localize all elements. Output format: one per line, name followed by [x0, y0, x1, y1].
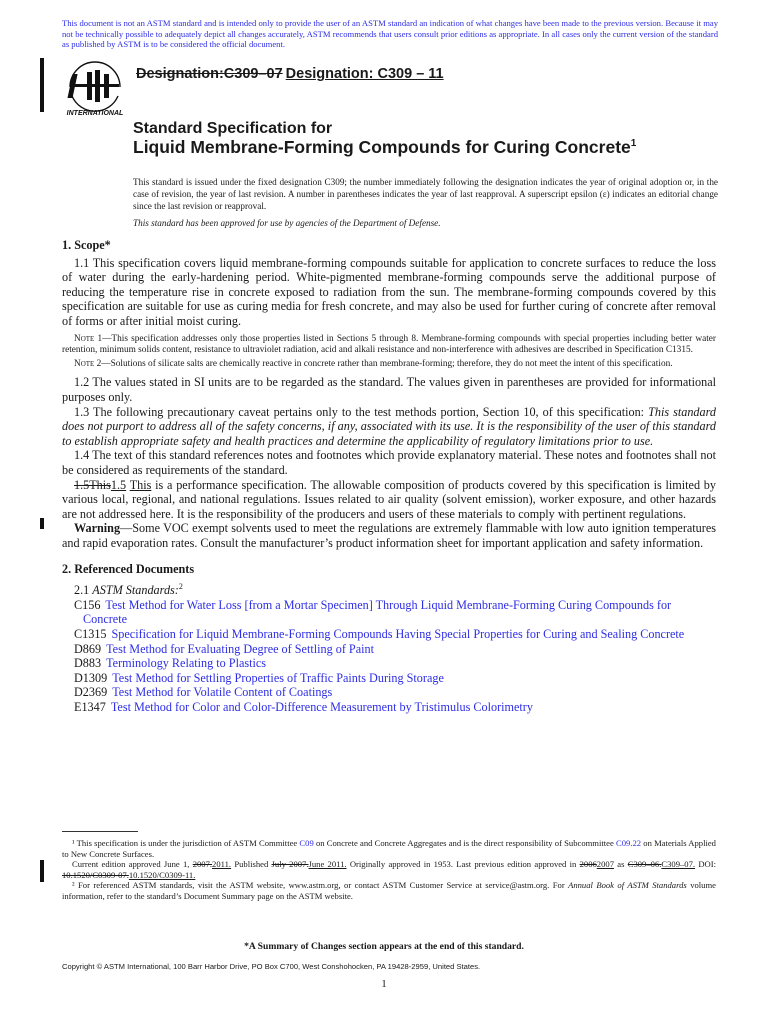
fn1-edition-c: Originally approved in 1953. Last previous edition approved in — [346, 859, 580, 870]
main-body — [62, 238, 716, 714]
reference-item — [62, 671, 716, 686]
top-notice: This document is not an ASTM standard and is intended only to provide the user of an ASTM standard an indication of what changes have been made to the previous version. Because it may not be technically possible to adequately depict all changes accurately, ASTM recommends that users consult prior editions as appropriate. In all cases only the current version of the standard as published by ASTM is to be considered the official document. — [62, 18, 718, 50]
reference-list — [62, 598, 716, 715]
designation — [136, 66, 444, 82]
fn2-annual-book: Annual Book of ASTM Standards — [568, 880, 687, 891]
fn1-edition-new-3: 2007 — [596, 859, 614, 870]
reference-link[interactable]: Specification for Liquid Membrane-Forming Compounds Having Special Properties for Curing and Sealing Concrete — [111, 626, 685, 641]
reference-link[interactable]: Test Method for Evaluating Degree of Settling of Paint — [106, 641, 374, 656]
reference-code: C1315 — [74, 626, 107, 641]
change-bar-footnote-1 — [40, 860, 44, 882]
reference-code: D1309 — [74, 670, 108, 685]
reference-link[interactable]: Test Method for Settling Properties of Traffic Paints During Storage — [112, 670, 444, 685]
reference-item — [62, 627, 716, 642]
footnotes — [62, 838, 716, 902]
reference-link[interactable]: Test Method for Volatile Content of Coatings — [112, 685, 333, 700]
subcommittee-c0922-link[interactable]: C09.22 — [616, 838, 642, 848]
summary-note: *A Summary of Changes section appears at the end of this standard. — [244, 941, 524, 952]
para-1-3-text: 1.3 The following precautionary caveat pertains only to the test methods portion, Section 10, of this specification: — [74, 404, 649, 419]
fn1-edition-new-5: 10.1520/C0309-11. — [128, 869, 196, 880]
change-bar-designation — [40, 58, 44, 112]
para-1-5-deleted: 1.5This — [74, 477, 111, 492]
fn1-edition-new-2: June 2011. — [308, 859, 347, 870]
referenced-heading: 2. Referenced Documents — [62, 562, 195, 577]
fn1-edition-e: DOI: — [695, 859, 717, 870]
footnote-divider — [62, 831, 138, 832]
fn1-edition-old-3: 2006 — [579, 859, 597, 870]
title-line-2 — [133, 137, 636, 158]
footnote-1 — [62, 838, 716, 859]
reference-link[interactable]: Terminology Relating to Plastics — [106, 656, 267, 671]
page-number: 1 — [381, 978, 387, 990]
note-1-label: Note 1 — [74, 333, 103, 344]
fn1-edition-b: Published — [231, 859, 272, 870]
issued-note: This standard is issued under the fixed designation C309; the number immediately following the designation indicates the year of original adoption or, in the case of revision, the year of last revision. A number in parentheses indicates the year of last reapproval. A superscript epsilon (ε) indicates an editorial change since the last revision or reapproval. — [133, 177, 718, 211]
reference-link[interactable]: Test Method for Water Loss [from a Mortar Specimen] Through Liquid Membrane-Forming Curing Compounds for Concrete — [83, 597, 672, 627]
copyright: Copyright © ASTM International, 100 Barr Harbor Drive, PO Box C700, West Conshohocken, PA 19428-2959, United States. — [62, 962, 481, 971]
para-1-3 — [62, 405, 716, 449]
reference-item — [62, 656, 716, 671]
fn2-text-a: ² For referenced ASTM standards, visit the ASTM website, www.astm.org, or contact ASTM Customer Service at service@astm.org. For — [72, 880, 569, 891]
para-1-2: 1.2 The values stated in SI units are to be regarded as the standard. The values given in parentheses are provided for informational purposes only. — [62, 375, 716, 404]
designation-old: Designation:C309–07 — [136, 66, 283, 82]
footnote-1-edition — [62, 859, 716, 880]
note-2-label: Note 2 — [74, 358, 102, 369]
para-1-1: 1.1 This specification covers liquid membrane-forming compounds suitable for application to concrete surfaces to reduce the loss of water during the early-hardening period. White-pigmented membrane-forming compounds serve the additional purpose of reducing the temperature rise in concrete exposed to radiation from the sun. The membrane-forming compounds covered by this specification are suitable for use as curing media for fresh concrete, and may also be used for further curing of concrete after removal of forms or after initial moist curing. — [62, 255, 716, 328]
title-footnote-mark: 1 — [630, 138, 637, 150]
fn1-edition-old-2: July 2007. — [271, 859, 309, 870]
reference-link[interactable]: Test Method for Color and Color-Difference Measurement by Tristimulus Colorimetry — [110, 699, 533, 714]
change-bar-section-1-5 — [40, 518, 44, 529]
reference-item — [62, 598, 716, 627]
fn1-edition-old-1: 2007. — [192, 859, 213, 870]
fn1-text-a: ¹ This specification is under the jurisdiction of ASTM Committee — [72, 838, 300, 848]
warning-para — [62, 521, 716, 550]
designation-new: Designation: C309 – 11 — [285, 66, 444, 82]
para-1-5-inserted-number: 1.5 — [110, 477, 127, 492]
reference-code: C156 — [74, 597, 101, 612]
logo-caption: INTERNATIONAL — [66, 110, 124, 117]
para-2-1-mark: 2 — [178, 582, 183, 592]
fn1-edition-new-1: 2011. — [212, 859, 232, 870]
para-1-3-caveat: This standard does not purport to address all of the safety concerns, if any, associated with its use. It is the responsibility of the user of this standard to establish appropriate safety and health practices and determine the applicability of regulatory limitations prior to use. — [62, 404, 717, 448]
fn1-edition-a: Current edition approved June 1, — [72, 859, 193, 870]
warning-label: Warning — [74, 521, 121, 536]
fn1-edition-old-4: C309–06. — [627, 859, 662, 870]
reference-item — [62, 642, 716, 657]
para-2-1-text: ASTM Standards: — [92, 583, 179, 598]
fn1-edition-new-4: C309–07. — [661, 859, 696, 870]
fn1-edition-d: as — [613, 859, 628, 870]
note-2 — [62, 359, 716, 371]
reference-item — [62, 685, 716, 700]
fn1-text-b: on Concrete and Concrete Aggregates and is the direct responsibility of Subcommittee — [313, 838, 616, 848]
reference-code: D2369 — [74, 685, 108, 700]
reference-code: D869 — [74, 641, 102, 656]
warning-text: —Some VOC exempt solvents used to meet the regulations are extremely flammable with low auto ignition temperatures and rapid evaporation rates. Consult the manufacturer’s product information sheet for important application and safety information. — [62, 521, 716, 550]
note-1 — [62, 334, 716, 357]
para-1-5-text: is a performance specification. The allowable composition of products covered by this specification is limited by various local, regional, and national regulations. Issues related to air quality (solvent emission), worker exposure, and other hazards are not addressed here. It is the responsibility of the producers and users of these materials to comply with pertinent regulations. — [62, 477, 716, 521]
committee-c09-link[interactable]: C09 — [299, 838, 314, 848]
fn2-text-b: volume information, refer to the standard’s Document Summary page on the ASTM website. — [62, 880, 716, 901]
note-1-text: —This specification addresses only those properties listed in Sections 5 through 8. Membrane-forming compounds with special properties including better water retention, minimum solids content, resistance to ultraviolet radiation, acid and alkali resistance and non-interference with adhesives are described in Specification C1315. — [62, 333, 716, 356]
fn1-text-c: on Materials Applied to New Concrete Surfaces. — [62, 838, 716, 859]
fn1-edition-old-5: 10.1520/C0309-07. — [62, 869, 129, 880]
para-1-5 — [62, 478, 716, 522]
para-2-1 — [62, 580, 716, 598]
para-1-5-inserted-word: This — [129, 477, 152, 492]
para-2-1-number: 2.1 — [74, 583, 93, 598]
footnote-2 — [62, 880, 716, 901]
note-2-text: —Solutions of silicate salts are chemically reactive in concrete rather than membrane-forming; therefore, they do not meet the intent of this specification. — [101, 358, 673, 369]
scope-heading: 1. Scope* — [62, 238, 111, 252]
astm-logo-icon — [62, 58, 128, 118]
title-text: Liquid Membrane-Forming Compounds for Curing Concrete — [133, 137, 631, 157]
reference-code: D883 — [74, 656, 102, 671]
title-line-1: Standard Specification for — [133, 120, 333, 137]
reference-code: E1347 — [74, 699, 106, 714]
reference-item — [62, 700, 716, 715]
dod-note: This standard has been approved for use by agencies of the Department of Defense. — [133, 218, 441, 228]
para-1-4: 1.4 The text of this standard references notes and footnotes which provide explanatory material. These notes and footnotes shall not be considered as requirements of the standard. — [62, 448, 716, 477]
